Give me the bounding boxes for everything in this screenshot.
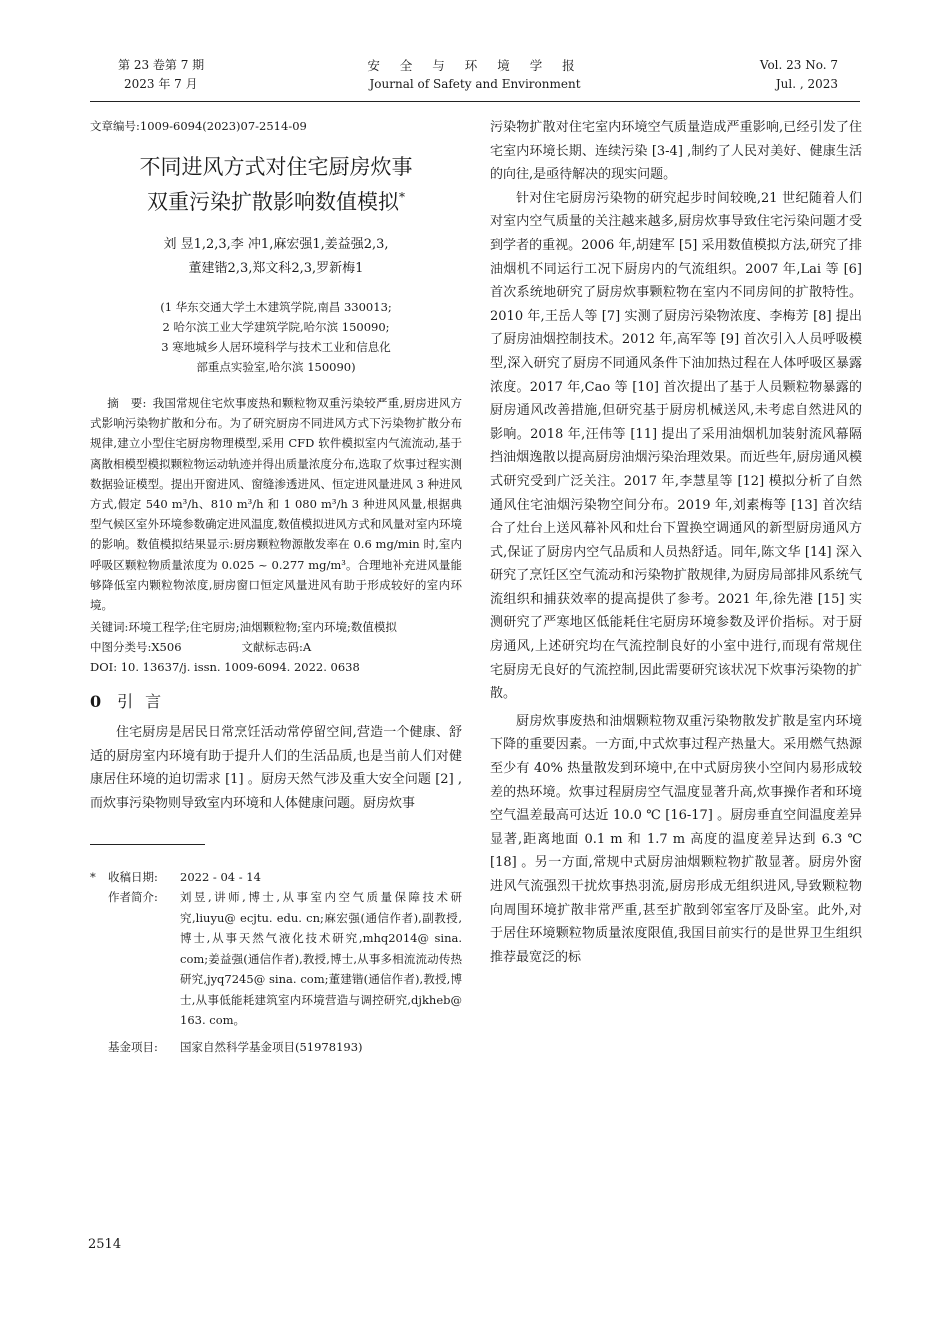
section-number: 0 xyxy=(90,692,102,712)
author-bio-label: 作者简介: xyxy=(108,890,158,905)
header-rule xyxy=(90,101,860,102)
classification-line xyxy=(90,637,462,657)
section-heading-introduction xyxy=(90,687,462,717)
affiliation-3: 3 寒地城乡人居环境科学与技术工业和信息化 xyxy=(161,340,391,354)
fund-label: 基金项目: xyxy=(108,1039,158,1054)
article-number: 文章编号:1009-6094(2023)07-2514-09 xyxy=(90,119,307,133)
doi-line xyxy=(90,657,462,677)
page-number: 2514 xyxy=(88,1237,122,1252)
author-list xyxy=(90,233,462,281)
doi-value: 10. 13637/j. issn. 1009-6094. 2022. 0638 xyxy=(120,660,360,675)
doi-label: DOI: xyxy=(90,660,118,675)
title-footnote-mark: * xyxy=(399,190,405,204)
affiliation-3-cont: 部重点实验室,哈尔滨 150090) xyxy=(196,360,356,374)
footnote-star: * xyxy=(90,869,96,884)
right-paragraph-1: 污染物扩散对住宅室内环境空气质量造成严重影响,已经引发了住宅室内环境长期、连续污染 [3-4] ,制约了人民对美好、健康生活的向往,是亟待解决的现实问题。 xyxy=(490,120,862,183)
clc-value: X506 xyxy=(151,640,182,655)
received-label: 收稿日期: xyxy=(108,869,158,884)
footnote-rule xyxy=(90,844,205,845)
affiliation-2: 2 哈尔滨工业大学建筑学院,哈尔滨 150090; xyxy=(162,320,390,334)
authors-line-1: 刘 昱1,2,3,李 冲1,麻宏强1,姜益强2,3, xyxy=(163,237,389,252)
received-row xyxy=(90,867,462,888)
authors-line-2: 董建锴2,3,郑文科2,3,罗新梅1 xyxy=(188,261,364,276)
fund-row xyxy=(90,1037,462,1058)
received-date: 2022 - 04 - 14 xyxy=(180,869,261,884)
abstract-label: 摘 要: xyxy=(107,396,147,410)
clc-label: 中图分类号: xyxy=(90,640,152,655)
affiliation-1: (1 华东交通大学土木建筑学院,南昌 330013; xyxy=(160,300,392,314)
keywords xyxy=(90,617,462,637)
intro-left-body xyxy=(90,721,462,815)
title-line-1: 不同进风方式对住宅厨房炊事 xyxy=(139,155,413,179)
title-line-2: 双重污染扩散影响数值模拟 xyxy=(147,190,399,214)
doc-code-value: A xyxy=(302,640,312,655)
doc-code-label: 文献标志码: xyxy=(241,640,303,655)
paper-title xyxy=(90,152,462,217)
right-column xyxy=(490,116,862,969)
volume-en: Vol. 23 No. 7 xyxy=(759,58,838,72)
left-column xyxy=(90,116,462,1057)
date-en: Jul. , 2023 xyxy=(775,77,838,91)
intro-paragraph-1: 住宅厨房是居民日常烹饪活动常停留空间,营造一个健康、舒适的厨房室内环境有助于提升人们的生活品质,也是当前人们对健康居住环境的迫切需求 [1] 。厨房天然气涉及重大安全问题 [2] ,而炊事污染物则导致室内环境和人体健康问题。厨房炊事 xyxy=(90,725,462,812)
header-right xyxy=(760,56,838,94)
journal-name-cn: 安 全 与 环 境 学 报 xyxy=(367,58,583,73)
right-paragraph-3: 厨房炊事废热和油烟颗粒物双重污染物散发扩散是室内环境下降的重要因素。一方面,中式炊事过程产热量大。采用燃气热源至少有 40% 热量散发到环境中,在中式厨房狭小空间内易形成较差的热环境。炊事过程厨房空气温度显著升高,炊事操作者和环境空气温差最高可达近 10.0 ℃ [16-17] 。厨房垂直空间温度差异显著,距离地面 0.1 m 和 1.7 m 高度的温度差异达到 6.3 ℃ [18] 。另一方面,常规中式厨房油烟颗粒物扩散显著。厨房外窗进风气流强烈干扰炊事热羽流,厨房形成无组织进风,导致颗粒物向周围环境扩散非常严重,甚至扩散到邻室客厅及卧室。此外,对于居住环境颗粒物质量浓度限值,我国目前实行的是世界卫生组织推荐最宽泛的标 xyxy=(490,713,862,965)
keywords-label: 关键词: xyxy=(90,620,129,635)
author-bio-row xyxy=(90,887,462,1031)
date-cn: 2023 年 7 月 xyxy=(124,77,198,91)
volume-cn: 第 23 卷第 7 期 xyxy=(118,58,205,72)
right-paragraph-2: 针对住宅厨房污染物的研究起步时间较晚,21 世纪随着人们对室内空气质量的关注越来越多,厨房炊事导致住宅污染问题才受到学者的重视。2006 年,胡建军 [5] 采用数值模拟方法,研究了排油烟机不同运行工况下厨房内的气流组织。2007 年,Lai 等 [6] 首次系统地研究了厨房炊事颗粒物在室内不同房间的扩散特性。2010 年,王岳人等 [7] 实测了厨房污染物浓度、李梅芳 [8] 提出了厨房油烟控制技术。2012 年,高军等 [9] 首次引入人员呼吸模型,深入研究了厨房不同通风条件下油加热过程在人体呼吸区暴露浓度。2017 年,Cao 等 [10] 首次提出了基于人员颗粒物暴露的厨房通风改善措施,但研究基于厨房机械送风,未考虑自然进风的影响。2018 年,汪伟等 [11] 提出了采用油烟机加装射流风幕隔挡油烟逸散以提高厨房油烟污染治理效果。而近些年,厨房通风模式研究受到广泛关注。2017 年,李慧星等 [12] 模拟分析了自然通风住宅油烟污染物空间分布。2019 年,刘素梅等 [13] 首次结合了灶台上送风幕补风和灶台下置换空调通风的新型厨房通风方式,保证了厨房内空气品质和人员热舒适。同年,陈文华 [14] 深入研究了烹饪区空气流动和污染物扩散规律,为厨房局部排风系统气流组织和捕获效率的提高提供了参考。2021 年,徐先港 [15] 实测研究了严寒地区低能耗住宅厨房环境参数及评价指标。对于厨房通风,上述研究均在气流控制良好的小室中进行,而现有常规住宅厨房无良好的气流控制,因此需要研究该状况下炊事污染物的扩散。 xyxy=(490,190,862,702)
fund-text: 国家自然科学基金项目(51978193) xyxy=(180,1039,363,1054)
affiliations xyxy=(90,297,462,377)
section-title: 引言 xyxy=(117,692,174,712)
abstract xyxy=(90,393,462,615)
journal-name-en: Journal of Safety and Environment xyxy=(369,77,581,91)
keywords-text: 环境工程学;住宅厨房;油烟颗粒物;室内环境;数值模拟 xyxy=(128,620,397,635)
abstract-text: 我国常规住宅炊事废热和颗粒物双重污染较严重,厨房进风方式影响污染物扩散和分布。为了研究厨房不同进风方式下污染物扩散分布规律,建立小型住宅厨房物理模型,采用 CFD 软件模拟室内气流流动,基于离散相模型模拟颗粒物运动轨迹并得出质量浓度分布,选取了炊事过程实测数据验证模型。提出开窗进风、窗缝渗透进风、恒定进风量进风 3 种进风方式,假定 540 m³/h、810 m³/h 和 1 080 m³/h 3 种进风风量,根据典型气候区室外环境参数确定进风温度,数值模拟进风方式和风量对室内环境的影响。数值模拟结果显示:厨房颗粒物源散发率在 0.6 mg/min 时,室内呼吸区颗粒物质量浓度为 0.025 ~ 0.277 mg/m³。合理地补充进风量能够降低室内颗粒物浓度,厨房窗口恒定风量进风有助于形成较好的室内环境。 xyxy=(90,396,463,613)
footnote-block xyxy=(90,867,462,1058)
author-bio-text: 刘昱,讲师,博士,从事室内空气质量保障技术研究,liuyu@ ecjtu. edu. cn;麻宏强(通信作者),副教授,博士,从事天然气液化技术研究,mhq2014@ sina. com;姜益强(通信作者),教授,博士,从事多相流流动传热研究,jyq7245@ sina. com;董建锴(通信作者),教授,博士,从事低能耗建筑室内环境营造与调控研究,djkheb@ 163. com。 xyxy=(180,890,462,1028)
